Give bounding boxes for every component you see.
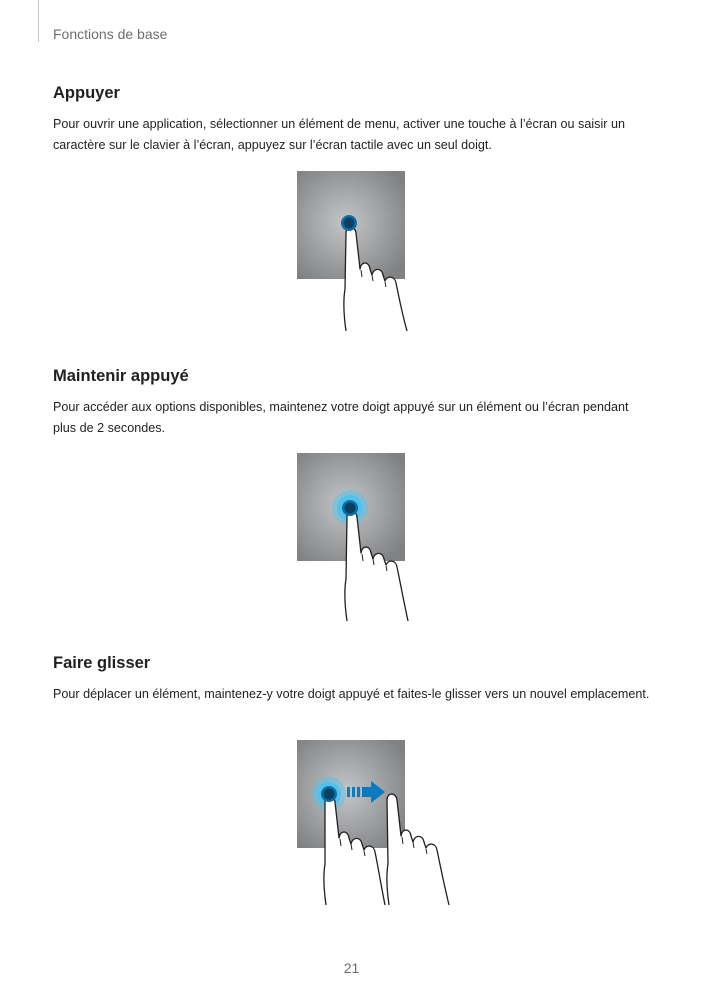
drag-gesture-illustration [297, 740, 457, 908]
section-faire-glisser [53, 654, 653, 705]
section-title: Faire glisser [53, 654, 151, 672]
page-header: Fonctions de base [53, 26, 168, 42]
section-title: Maintenir appuyé [53, 367, 189, 385]
section-maintenir-appuye [53, 367, 653, 439]
section-title: Appuyer [53, 84, 120, 102]
tap-gesture-illustration [297, 171, 417, 335]
page-number: 21 [343, 960, 360, 976]
section-text: Pour accéder aux options disponibles, maintenez votre doigt appuyé sur un élément ou l’écran pendant plus de 2 secondes. [53, 400, 629, 435]
section-text: Pour ouvrir une application, sélectionner un élément de menu, activer une touche à l’écran ou saisir un caractère sur le clavier à l’écran, appuyez sur l’écran tactile avec un seul doigt. [53, 117, 625, 152]
section-text: Pour déplacer un élément, maintenez-y votre doigt appuyé et faites-le glisser vers un nouvel emplacement. [53, 687, 650, 701]
section-appuyer [53, 84, 653, 156]
tap-and-hold-gesture-illustration [297, 453, 417, 623]
hand-moved-icon [387, 794, 449, 905]
header-rule [38, 0, 39, 42]
